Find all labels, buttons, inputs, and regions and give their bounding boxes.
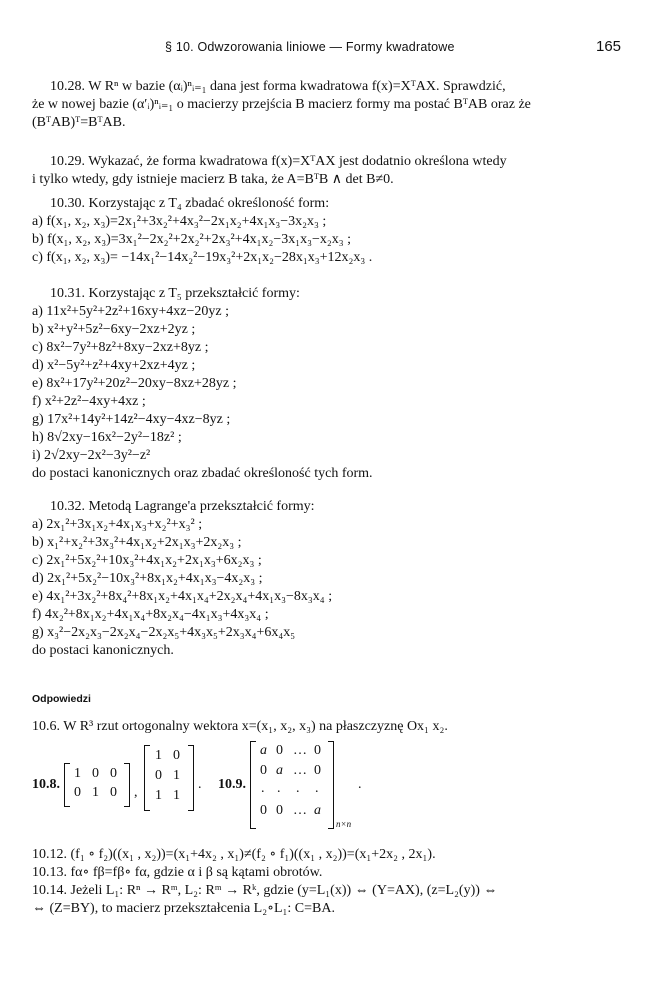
matrix-cell: 1: [155, 748, 162, 763]
matrix-cell: 0: [74, 785, 81, 800]
answer-matrices: [32, 741, 632, 841]
matrix-cell: 0: [92, 766, 99, 781]
left-bracket: [144, 745, 150, 811]
chapter-title: § 10. Odwzorowania liniowe — Formy kwadratowe: [165, 40, 455, 54]
list-item: b) x₁²+x₂²+3x₃²+4x₁x₂+2x₁x₃+2x₂x₃ ;: [32, 535, 242, 550]
matrix-cell: a: [260, 743, 267, 758]
list-item: i) 2√2xy−2x²−3y²−z²: [32, 448, 151, 463]
right-bracket: [188, 745, 194, 811]
list-item: a) f(x₁, x₂, x₃)=2x₁²+3x₂²+4x₃²−2x₁x₂+4x₁x₃−3x₂x₃ ;: [32, 214, 327, 229]
matrix-cell: .: [277, 781, 281, 796]
matrix-cell: 0: [173, 748, 180, 763]
left-bracket: [64, 763, 70, 807]
matrix-3x2: [144, 745, 194, 811]
matrix-cell: …: [293, 743, 307, 758]
text-line: 10.28. W Rⁿ w bazie (αᵢ)ⁿᵢ₌₁ dana jest forma kwadratowa f(x)=XᵀAX. Sprawdzić,: [50, 79, 506, 94]
matrix-2x3: [64, 763, 130, 807]
list-item: c) 2x₁²+5x₂²+10x₃²+4x₁x₂+2x₁x₃+6x₂x₃ ;: [32, 553, 262, 568]
matrix-cell: 0: [260, 763, 267, 778]
matrix-cell: 0: [314, 763, 321, 778]
matrix-cell: …: [293, 803, 307, 818]
problem-10-29: [32, 153, 632, 189]
text-line: (BᵀAB)ᵀ=BᵀAB.: [32, 115, 126, 130]
problem-10-32: [32, 498, 632, 660]
problem-10-30: [32, 195, 632, 267]
matrix-cell: 0: [110, 766, 117, 781]
list-item: a) 2x₁²+3x₁x₂+4x₁x₃+x₂²+x₃² ;: [32, 517, 203, 532]
answer-10-13: 10.13. fα∘ fβ=fβ∘ fα, gdzie α i β są kątami obrotów.: [32, 865, 323, 880]
answers-continued: [32, 846, 632, 918]
matrix-size-subscript: n×n: [336, 819, 352, 829]
right-bracket: [328, 741, 334, 829]
list-item: b) x²+y²+5z²−6xy−2xz+2yz ;: [32, 322, 196, 337]
matrix-cell: .: [261, 781, 265, 796]
list-item: e) 4x₁²+3x₂²+8x₄²+8x₁x₂+4x₁x₄+2x₂x₄+4x₁x₃−8x₃x₄ ;: [32, 589, 333, 604]
answer-10-12: 10.12. (f₁ ∘ f₂)((x₁ , x₂))=(x₁+4x₂ , x₁)≠(f₂ ∘ f₁)((x₁ , x₂))=(x₁+2x₂ , 2x₁).: [32, 847, 436, 862]
list-item: g) 17x²+14y²+14z²−4xy−4xz−8yz ;: [32, 412, 231, 427]
left-bracket: [250, 741, 256, 829]
answer-10-6: [32, 718, 632, 736]
matrix-cell: 0: [110, 785, 117, 800]
matrix-cell: 1: [173, 788, 180, 803]
matrix-cell: .: [315, 781, 319, 796]
matrix-cell: …: [293, 763, 307, 778]
problem-intro: 10.30. Korzystając z T₄ zbadać określoność form:: [50, 196, 330, 211]
list-item: h) 8√2xy−16x²−2y²−18z² ;: [32, 430, 182, 445]
list-item: c) f(x₁, x₂, x₃)= −14x₁²−14x₂²−19x₃²+2x₁x₂−28x₁x₃+12x₂x₃ .: [32, 250, 373, 265]
matrix-cell: 1: [74, 766, 81, 781]
list-item: a) 11x²+5y²+2z²+16xy+4xz−20yz ;: [32, 304, 229, 319]
answer-10-14-cont: ⇔ (Z=BY), to macierz przekształcenia L₂∘L₁: C=BA.: [32, 901, 335, 916]
problem-10-28: [32, 78, 632, 132]
matrix-cell: 1: [92, 785, 99, 800]
list-item: b) f(x₁, x₂, x₃)=3x₁²−2x₂²+2x₂²+2x₃²+4x₁x₂−3x₁x₃−x₂x₃ ;: [32, 232, 352, 247]
comma-separator: ,: [134, 785, 138, 800]
list-item: d) 2x₁²+5x₂²−10x₃²+8x₁x₂+4x₁x₃−4x₂x₃ ;: [32, 571, 263, 586]
answer-10-9-label: 10.9.: [218, 777, 246, 792]
problem-outro: do postaci kanonicznych.: [32, 643, 174, 658]
problem-10-31: [32, 285, 632, 483]
list-item: f) 4x₂²+8x₁x₂+4x₁x₄+8x₂x₄−4x₁x₃+4x₃x₄ ;: [32, 607, 269, 622]
matrix-cell: 1: [173, 768, 180, 783]
matrix-cell: 0: [155, 768, 162, 783]
text-line: 10.6. W R³ rzut ortogonalny wektora x=(x₁, x₂, x₃) na płaszczyznę Ox₁ x₂.: [32, 719, 448, 734]
matrix-cell: .: [296, 781, 300, 796]
right-bracket: [124, 763, 130, 807]
period-separator: .: [198, 777, 202, 792]
text-line: 10.29. Wykazać, że forma kwadratowa f(x)=XᵀAX jest dodatnio określona wtedy: [50, 154, 507, 169]
text-line: że w nowej bazie (α′ᵢ)ⁿᵢ₌₁ o macierzy przejścia B macierz formy ma postać BᵀAB oraz że: [32, 97, 531, 112]
text-line: i tylko wtedy, gdy istnieje macierz B taka, że A=BᵀB ∧ det B≠0.: [32, 172, 394, 187]
answer-10-8-label: 10.8.: [32, 777, 60, 792]
matrix-cell: a: [276, 763, 283, 778]
problem-intro: 10.31. Korzystając z T₅ przekształcić formy:: [50, 286, 300, 301]
matrix-cell: 0: [276, 803, 283, 818]
answers-heading: Odpowiedzi: [32, 693, 91, 705]
answer-10-14: 10.14. Jeżeli L₁: Rⁿ → Rᵐ, L₂: Rᵐ → Rᵏ, gdzie (y=L₁(x)) ⇔ (Y=AX), (z=L₂(y)) ⇔: [32, 883, 498, 898]
matrix-cell: 0: [314, 743, 321, 758]
period-separator: .: [358, 777, 362, 792]
problem-intro: 10.32. Metodą Lagrange'a przekształcić formy:: [50, 499, 315, 514]
matrix-cell: 0: [260, 803, 267, 818]
list-item: f) x²+2z²−4xy+4xz ;: [32, 394, 146, 409]
matrix-cell: 0: [276, 743, 283, 758]
matrix-cell: a: [314, 803, 321, 818]
page-number: 165: [596, 38, 622, 55]
list-item: e) 8x²+17y²+20z²−20xy−8xz+28yz ;: [32, 376, 237, 391]
answers-section: [32, 690, 632, 708]
problem-outro: do postaci kanonicznych oraz zbadać określoność tych form.: [32, 466, 373, 481]
matrix-nxn: [250, 741, 334, 831]
matrix-cell: 1: [155, 788, 162, 803]
list-item: g) x₃²−2x₂x₃−2x₂x₄−2x₂x₅+4x₃x₅+2x₃x₄+6x₄x₅: [32, 625, 296, 640]
list-item: d) x²−5y²+z²+4xy+2xz+4yz ;: [32, 358, 196, 373]
list-item: c) 8x²−7y²+8z²+8xy−2xz+8yz ;: [32, 340, 209, 355]
